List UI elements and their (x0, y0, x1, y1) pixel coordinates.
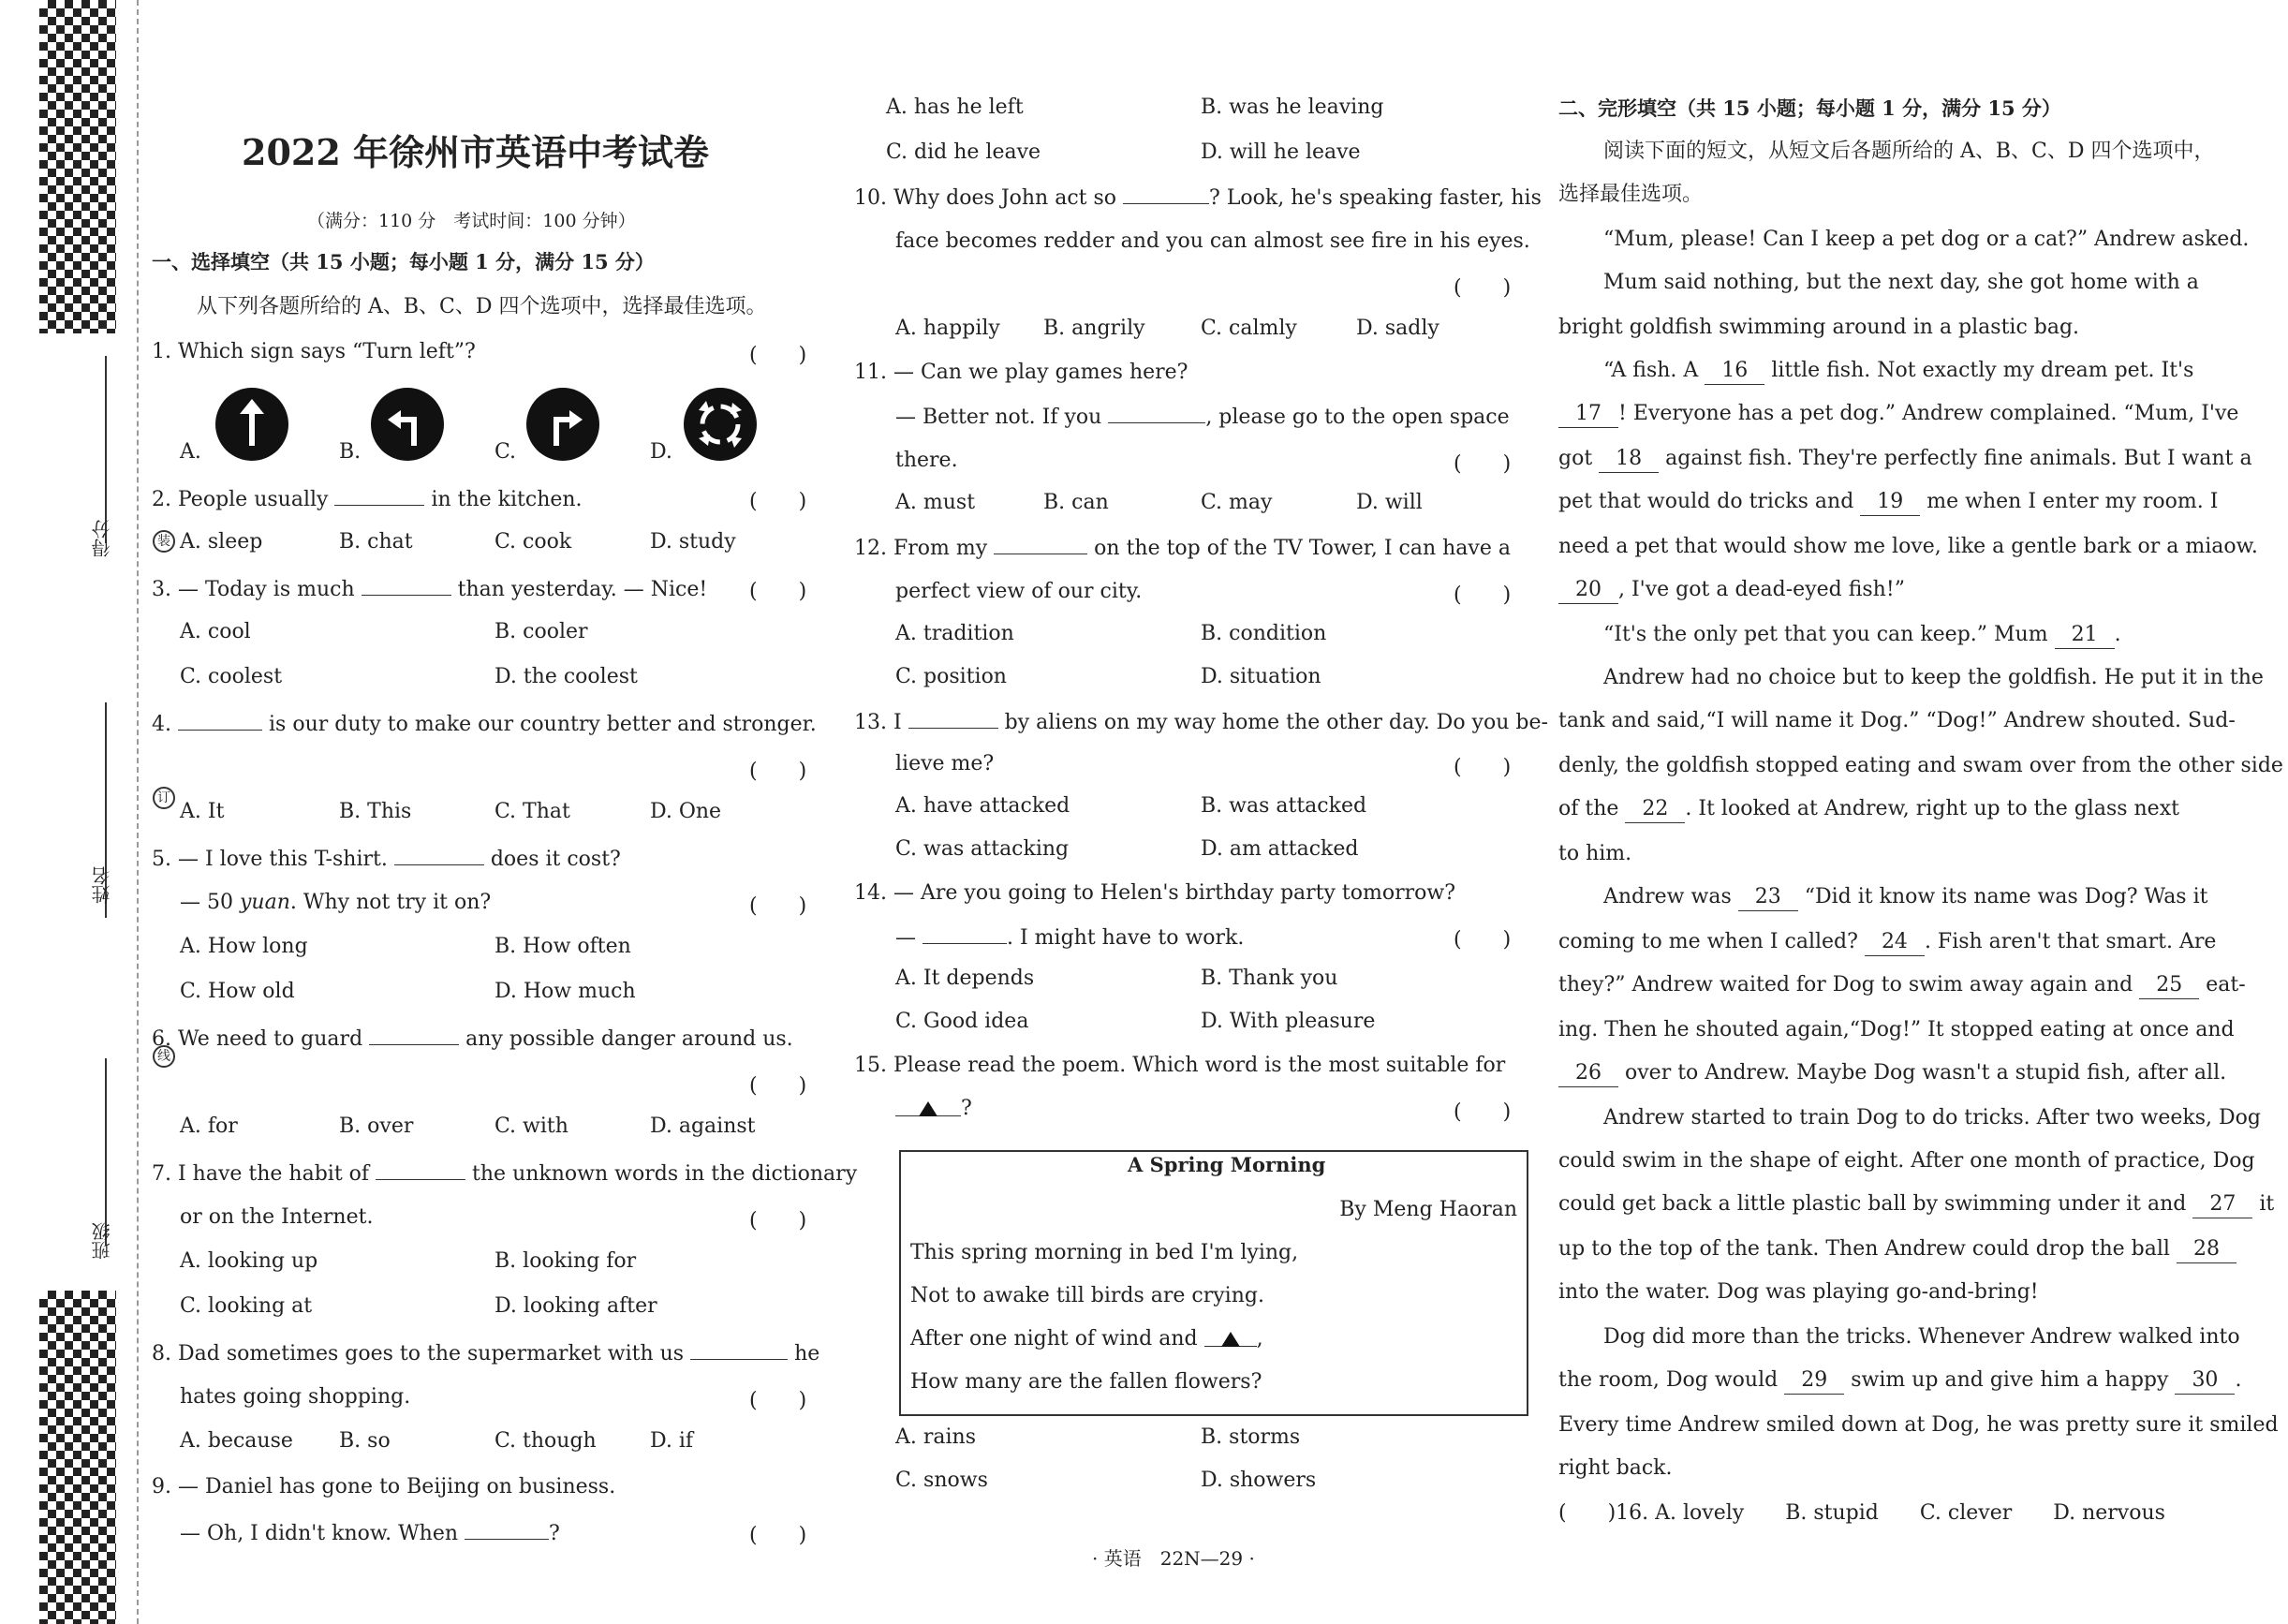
q7-line2: or on the Internet. (180, 1205, 374, 1229)
passage-line: denly, the goldfish stopped eating and swam over from the other side (1558, 754, 2283, 777)
q8-option-b[interactable]: B. so (339, 1429, 391, 1453)
passage-line: Dog did more than the tricks. Whenever Andrew walked into (1603, 1325, 2240, 1349)
passage-line: tank and said,“I will name it Dog.” “Dog!” Andrew shouted. Sud- (1558, 709, 2236, 732)
q4-answer-paren[interactable]: ( ) (749, 760, 807, 783)
q11-line1: 11. — Can we play games here? (854, 361, 1188, 384)
q11-option-c[interactable]: C. may (1201, 491, 1273, 514)
q14-answer-paren[interactable]: ( ) (1454, 928, 1512, 952)
q10-blank[interactable] (1123, 184, 1209, 204)
section2-instr2: 选择最佳选项。 (1558, 183, 1704, 206)
passage-line: bright goldfish swimming around in a plastic bag. (1558, 316, 2080, 339)
blank-27[interactable]: 27 (2192, 1191, 2252, 1218)
q3-stem-post: than yesterday. — Nice! (457, 578, 708, 601)
sign-roundabout-icon (684, 388, 757, 461)
q9-stem (180, 1519, 560, 1547)
q2-option-b[interactable]: B. chat (339, 530, 413, 554)
section2-heading: 二、完形填空（共 15 小题；每小题 1 分，满分 15 分） (1558, 96, 2061, 120)
passage-text: ! Everyone has a pet dog.” Andrew complained. “Mum, I've (1618, 402, 2239, 425)
q2-option-c[interactable]: C. cook (495, 530, 572, 554)
passage-line: into the water. Dog was playing go-and-bring! (1558, 1280, 2039, 1304)
passage-text: eat- (2206, 973, 2246, 997)
passage-line (1558, 1060, 2226, 1087)
q14-option-b[interactable]: B. Thank you (1201, 967, 1338, 990)
q1-option-d[interactable]: D. (650, 440, 672, 464)
passage-text: pet that would do tricks and (1558, 490, 1854, 513)
q12-stem (854, 534, 1511, 562)
decorative-pattern-bottom (39, 1291, 116, 1624)
q8-stem (152, 1339, 819, 1367)
q11-line3: there. (895, 449, 958, 472)
q14-stem (895, 923, 1244, 952)
q8-answer-paren[interactable]: ( ) (749, 1389, 807, 1412)
blank-26[interactable]: 26 (1558, 1060, 1618, 1087)
poem-box (899, 1150, 1528, 1416)
q11-stem-pre: — Better not. If you (895, 406, 1102, 429)
q5-line2-b: . Why not try it on? (289, 891, 492, 914)
q6-option-c[interactable]: C. with (495, 1115, 568, 1138)
poem-line4: How many are the fallen flowers? (910, 1370, 1262, 1394)
q11-option-d[interactable]: D. will (1356, 491, 1423, 514)
q12-stem-post: on the top of the TV Tower, I can have a (1094, 537, 1511, 560)
binding-mark-2: 订 (153, 787, 175, 809)
q12-option-a[interactable]: A. tradition (895, 622, 1014, 645)
q7-option-c[interactable]: C. looking at (180, 1294, 313, 1318)
section1-instruction: 从下列各题所给的 A、B、C、D 四个选项中，选择最佳选项。 (197, 295, 767, 318)
passage-text: . It looked at Andrew, right up to the glass next (1685, 797, 2179, 820)
q3-option-a[interactable]: A. cool (180, 620, 251, 643)
q7-stem-post: the unknown words in the dictionary (472, 1162, 858, 1186)
q2-answer-paren[interactable]: ( ) (749, 490, 807, 513)
q5-option-a[interactable]: A. How long (180, 935, 308, 958)
q4-blank[interactable] (178, 710, 262, 731)
passage-line (1558, 489, 2218, 516)
q10-option-c[interactable]: C. calmly (1201, 317, 1297, 340)
q8-line2: hates going shopping. (180, 1385, 411, 1409)
q7-option-b[interactable]: B. looking for (495, 1249, 637, 1273)
q8-option-a[interactable]: A. because (180, 1429, 293, 1453)
passage-line (1558, 446, 2252, 473)
q8-stem-pre: 8. Dad sometimes goes to the supermarket with us (152, 1342, 685, 1366)
q12-blank[interactable] (994, 534, 1087, 554)
q5-line2-italic: yuan (239, 891, 290, 914)
q14-line1: 14. — Are you going to Helen's birthday party tomorrow? (854, 881, 1456, 905)
q5-answer-paren[interactable]: ( ) (749, 894, 807, 918)
q4-option-d[interactable]: D. One (650, 800, 722, 823)
passage-text: could get back a little plastic ball by swimming under it and (1558, 1192, 2187, 1216)
q13-answer-paren[interactable]: ( ) (1454, 756, 1512, 779)
passage-line (1558, 1367, 2241, 1395)
q9-option-a[interactable]: A. has he left (886, 96, 1024, 119)
q9-option-c[interactable]: C. did he leave (886, 140, 1041, 164)
blank-19[interactable]: 19 (1860, 489, 1920, 516)
q9-blank[interactable] (465, 1519, 549, 1540)
q1-stem: 1. Which sign says “Turn left”? (152, 340, 476, 363)
q14-stem-post: . I might have to work. (1007, 926, 1245, 950)
q7-option-a[interactable]: A. looking up (180, 1249, 318, 1273)
q12-option-c[interactable]: C. position (895, 665, 1007, 688)
sign-straight-icon (215, 388, 288, 461)
blank-20[interactable]: 20 (1558, 577, 1618, 604)
q1-answer-paren[interactable]: ( ) (749, 344, 807, 367)
q15-answer-paren[interactable]: ( ) (1454, 1100, 1512, 1124)
blank-22[interactable]: 22 (1625, 796, 1685, 823)
q11-stem (895, 403, 1510, 431)
q6-stem-pre: 6. We need to guard (152, 1027, 363, 1051)
passage-text: coming to me when I called? (1558, 930, 1858, 953)
q3-stem (152, 575, 707, 603)
passage-line: need a pet that would show me love, like a gentle bark or a miaow. (1558, 535, 2258, 558)
q14-option-c[interactable]: C. Good idea (895, 1010, 1029, 1033)
passage-text: . (2235, 1368, 2242, 1392)
triangle-icon (919, 1101, 937, 1116)
passage-text: it (2259, 1192, 2275, 1216)
q7-option-d[interactable]: D. looking after (495, 1294, 657, 1318)
q4-option-a[interactable]: A. It (180, 800, 225, 823)
q13-option-c[interactable]: C. was attacking (895, 837, 1070, 861)
score-label: 得分 (91, 520, 113, 557)
q12-option-b[interactable]: B. condition (1201, 622, 1327, 645)
q6-stem (152, 1025, 793, 1053)
passage-line: Andrew had no choice but to keep the goldfish. He put it in the (1603, 666, 2264, 689)
passage-line: Every time Andrew smiled down at Dog, he was pretty sure it smiled (1558, 1413, 2279, 1437)
q7-stem-pre: 7. I have the habit of (152, 1162, 370, 1186)
q6-option-d[interactable]: D. against (650, 1115, 756, 1138)
q10-stem-pre: 10. Why does John act so (854, 186, 1117, 210)
q10-answer-paren[interactable]: ( ) (1454, 276, 1512, 300)
cut-line (137, 0, 139, 1624)
q13-stem-post: by aliens on my way home the other day. Do you be- (1004, 711, 1548, 734)
q12-stem-pre: 12. From my (854, 537, 988, 560)
triangle-icon (1221, 1332, 1240, 1347)
q11-option-b[interactable]: B. can (1043, 491, 1109, 514)
q2-option-d[interactable]: D. study (650, 530, 736, 554)
passage-line (1603, 622, 2121, 649)
passage-line: to him. (1558, 842, 1632, 865)
blank-28[interactable]: 28 (2177, 1236, 2236, 1263)
binding-margin (0, 0, 150, 1624)
exam-title: 2022 年徐州市英语中考试卷 (242, 131, 709, 173)
poem-line3 (910, 1326, 1263, 1352)
q12-line2: perfect view of our city. (895, 580, 1143, 603)
q15-option-d[interactable]: D. showers (1201, 1469, 1317, 1492)
q6-answer-paren[interactable]: ( ) (749, 1074, 807, 1098)
q1-option-c[interactable]: C. (495, 440, 517, 464)
q11-answer-paren[interactable]: ( ) (1454, 452, 1512, 476)
poem-line3-text: After one night of wind and (910, 1327, 1198, 1351)
passage-line: could swim in the shape of eight. After one month of practice, Dog (1558, 1149, 2255, 1173)
q7-answer-paren[interactable]: ( ) (749, 1209, 807, 1233)
q2-stem-pre: 2. People usually (152, 488, 329, 511)
passage-text: of the (1558, 797, 1619, 820)
q12-option-d[interactable]: D. situation (1201, 665, 1321, 688)
poem-author: By Meng Haoran (1339, 1198, 1517, 1221)
blank-25[interactable]: 25 (2139, 972, 2199, 999)
passage-line: “Mum, please! Can I keep a pet dog or a cat?” Andrew asked. (1603, 228, 2250, 251)
q14-option-d[interactable]: D. With pleasure (1201, 1010, 1376, 1033)
passage-text: “It's the only pet that you can keep.” Mum (1603, 623, 2048, 646)
q4-option-b[interactable]: B. This (339, 800, 412, 823)
q8-stem-post: he (794, 1342, 820, 1366)
poem-title: A Spring Morning (1128, 1153, 1326, 1176)
q15-stem-post: ? (961, 1097, 972, 1120)
q3-blank[interactable] (362, 575, 451, 596)
binding-mark-3: 线 (153, 1045, 175, 1068)
passage-line (1558, 929, 2216, 956)
q14-blank[interactable] (923, 923, 1007, 944)
q5-stem-post: does it cost? (490, 848, 621, 871)
q10-option-d[interactable]: D. sadly (1356, 317, 1439, 340)
passage-line (1558, 796, 2179, 823)
passage-text: “A fish. A (1603, 359, 1699, 382)
q5-line2 (180, 890, 491, 916)
passage-text: . (2114, 623, 2121, 646)
q6-stem-post: any possible danger around us. (465, 1027, 793, 1051)
blank-23[interactable]: 23 (1738, 884, 1798, 911)
q3-stem-pre: 3. — Today is much (152, 578, 355, 601)
section2-instr1: 阅读下面的短文，从短文后各题所给的 A、B、C、D 四个选项中， (1603, 140, 2215, 163)
q5-blank[interactable] (394, 845, 484, 865)
passage-text: Andrew was (1603, 885, 1732, 908)
q6-blank[interactable] (369, 1025, 459, 1045)
q7-blank[interactable] (376, 1159, 465, 1180)
q15-blank[interactable] (895, 1096, 961, 1116)
q8-option-d[interactable]: D. if (650, 1429, 694, 1453)
passage-text: , I've got a dead-eyed fish!” (1618, 578, 1905, 601)
q9-stem-pre: — Oh, I didn't know. When (180, 1522, 459, 1545)
q6-option-a[interactable]: A. for (180, 1115, 238, 1138)
q4-stem-post: is our duty to make our country better and stronger. (269, 713, 817, 736)
q14-stem-pre: — (895, 926, 916, 950)
q3-option-b[interactable]: B. cooler (495, 620, 588, 643)
passage-text: they?” Andrew waited for Dog to swim away again and (1558, 973, 2133, 997)
q10-line2: face becomes redder and you can almost see fire in his eyes. (895, 229, 1530, 253)
exam-subtitle: （满分：110 分 考试时间：100 分钟） (307, 211, 636, 231)
q8-option-c[interactable]: C. though (495, 1429, 597, 1453)
poem-line3-end: , (1256, 1327, 1263, 1351)
passage-text: up to the top of the tank. Then Andrew could drop the ball (1558, 1237, 2170, 1261)
q13-stem-pre: 13. I (854, 711, 902, 734)
class-label: 班级 (91, 1222, 113, 1260)
passage-line: ing. Then he shouted again,“Dog!” It stopped eating at once and (1558, 1018, 2235, 1041)
passage-line (1558, 401, 2238, 428)
q1-option-a[interactable]: A. (180, 440, 201, 464)
passage-text: . Fish aren't that smart. Are (1924, 930, 2217, 953)
q10-stem-post: ? Look, he's speaking faster, his (1209, 186, 1542, 210)
class-line (105, 1058, 107, 1246)
q5-option-d[interactable]: D. How much (495, 980, 636, 1003)
q4-option-c[interactable]: C. That (495, 800, 570, 823)
q13-blank[interactable] (908, 708, 998, 729)
q9-option-d[interactable]: D. will he leave (1201, 140, 1361, 164)
q3-option-d[interactable]: D. the coolest (495, 665, 638, 688)
q10-option-b[interactable]: B. angrily (1043, 317, 1145, 340)
q10-option-a[interactable]: A. happily (895, 317, 1000, 340)
q9-option-b[interactable]: B. was he leaving (1201, 96, 1384, 119)
passage-text: me when I enter my room. I (1926, 490, 2219, 513)
q1-option-b[interactable]: B. (339, 440, 362, 464)
q9-line1: 9. — Daniel has gone to Beijing on business. (152, 1475, 616, 1499)
passage-text: swim up and give him a happy (1851, 1368, 2169, 1392)
q2-stem (152, 485, 583, 513)
q6-option-b[interactable]: B. over (339, 1115, 414, 1138)
sign-turn-left-icon (371, 388, 444, 461)
q3-answer-paren[interactable]: ( ) (749, 580, 807, 603)
blank-21[interactable]: 21 (2055, 622, 2115, 649)
q11-blank[interactable] (1108, 403, 1205, 423)
q12-answer-paren[interactable]: ( ) (1454, 583, 1512, 607)
blank-17[interactable]: 17 (1558, 401, 1618, 428)
sign-turn-right-icon (526, 388, 599, 461)
passage-text: the room, Dog would (1558, 1368, 1779, 1392)
blank-24[interactable]: 24 (1865, 929, 1925, 956)
passage-line: right back. (1558, 1456, 1673, 1480)
decorative-pattern-top (39, 0, 116, 333)
blank-30[interactable]: 30 (2175, 1367, 2235, 1395)
q5-option-c[interactable]: C. How old (180, 980, 295, 1003)
q2-blank[interactable] (334, 485, 424, 506)
q15-option-b[interactable]: B. storms (1201, 1425, 1301, 1449)
q7-stem (152, 1159, 857, 1188)
q13-option-d[interactable]: D. am attacked (1201, 837, 1359, 861)
q14-option-a[interactable]: A. It depends (895, 967, 1035, 990)
q8-blank[interactable] (690, 1339, 788, 1360)
passage-line (1558, 1191, 2274, 1218)
q4-stem (152, 710, 817, 738)
q13-option-b[interactable]: B. was attacked (1201, 794, 1367, 818)
q5-stem-pre: 5. — I love this T-shirt. (152, 848, 388, 871)
passage-text: “Did it know its name was Dog? Was it (1804, 885, 2208, 908)
passage-line: Andrew started to train Dog to do tricks. After two weeks, Dog (1603, 1106, 2262, 1129)
q5-line2-a: — 50 (180, 891, 240, 914)
passage-line (1558, 1236, 2236, 1263)
q16-options[interactable]: ( )16. A. lovely B. stupid C. clever D. nervous (1558, 1501, 2165, 1525)
passage-line: Mum said nothing, but the next day, she got home with a (1603, 271, 2199, 294)
q15-stem (895, 1096, 972, 1122)
passage-line (1558, 972, 2246, 999)
q5-stem (152, 845, 621, 873)
passage-line (1603, 358, 2193, 385)
q5-option-b[interactable]: B. How often (495, 935, 631, 958)
q9-stem-post: ? (549, 1522, 560, 1545)
q13-line2: lieve me? (895, 752, 995, 775)
q9-answer-paren[interactable]: ( ) (749, 1524, 807, 1547)
q2-stem-post: in the kitchen. (431, 488, 583, 511)
section1-heading: 一、选择填空（共 15 小题；每小题 1 分，满分 15 分） (152, 250, 655, 273)
score-line (105, 356, 107, 543)
blank-29[interactable]: 29 (1784, 1367, 1844, 1395)
passage-text: over to Andrew. Maybe Dog wasn't a stupid fish, after all. (1625, 1061, 2227, 1085)
poem-blank (1204, 1326, 1257, 1347)
q15-line1: 15. Please read the poem. Which word is the most suitable for (854, 1054, 1506, 1077)
q15-option-a[interactable]: A. rains (895, 1425, 977, 1449)
passage-text: got (1558, 447, 1593, 470)
passage-text: against fish. They're perfectly fine animals. But I want a (1665, 447, 2252, 470)
page-footer: · 英语 22N—29 · (1092, 1547, 1255, 1570)
q3-option-c[interactable]: C. coolest (180, 665, 283, 688)
q13-stem (854, 708, 1548, 736)
poem-line1: This spring morning in bed I'm lying, (910, 1241, 1299, 1264)
poem-line2: Not to awake till birds are crying. (910, 1284, 1264, 1307)
passage-text: little fish. Not exactly my dream pet. It's (1771, 359, 2194, 382)
q11-stem-post: , please go to the open space (1205, 406, 1510, 429)
blank-16[interactable]: 16 (1705, 358, 1764, 385)
q15-option-c[interactable]: C. snows (895, 1469, 988, 1492)
binding-mark-1: 装 (153, 530, 175, 553)
q4-stem-pre: 4. (152, 713, 171, 736)
name-label: 姓名 (91, 866, 113, 904)
blank-18[interactable]: 18 (1599, 446, 1659, 473)
passage-line (1558, 577, 1905, 604)
q2-option-a[interactable]: A. sleep (180, 530, 263, 554)
q10-stem (854, 184, 1542, 212)
q13-option-a[interactable]: A. have attacked (895, 794, 1070, 818)
q11-option-a[interactable]: A. must (895, 491, 976, 514)
passage-line (1603, 884, 2207, 911)
